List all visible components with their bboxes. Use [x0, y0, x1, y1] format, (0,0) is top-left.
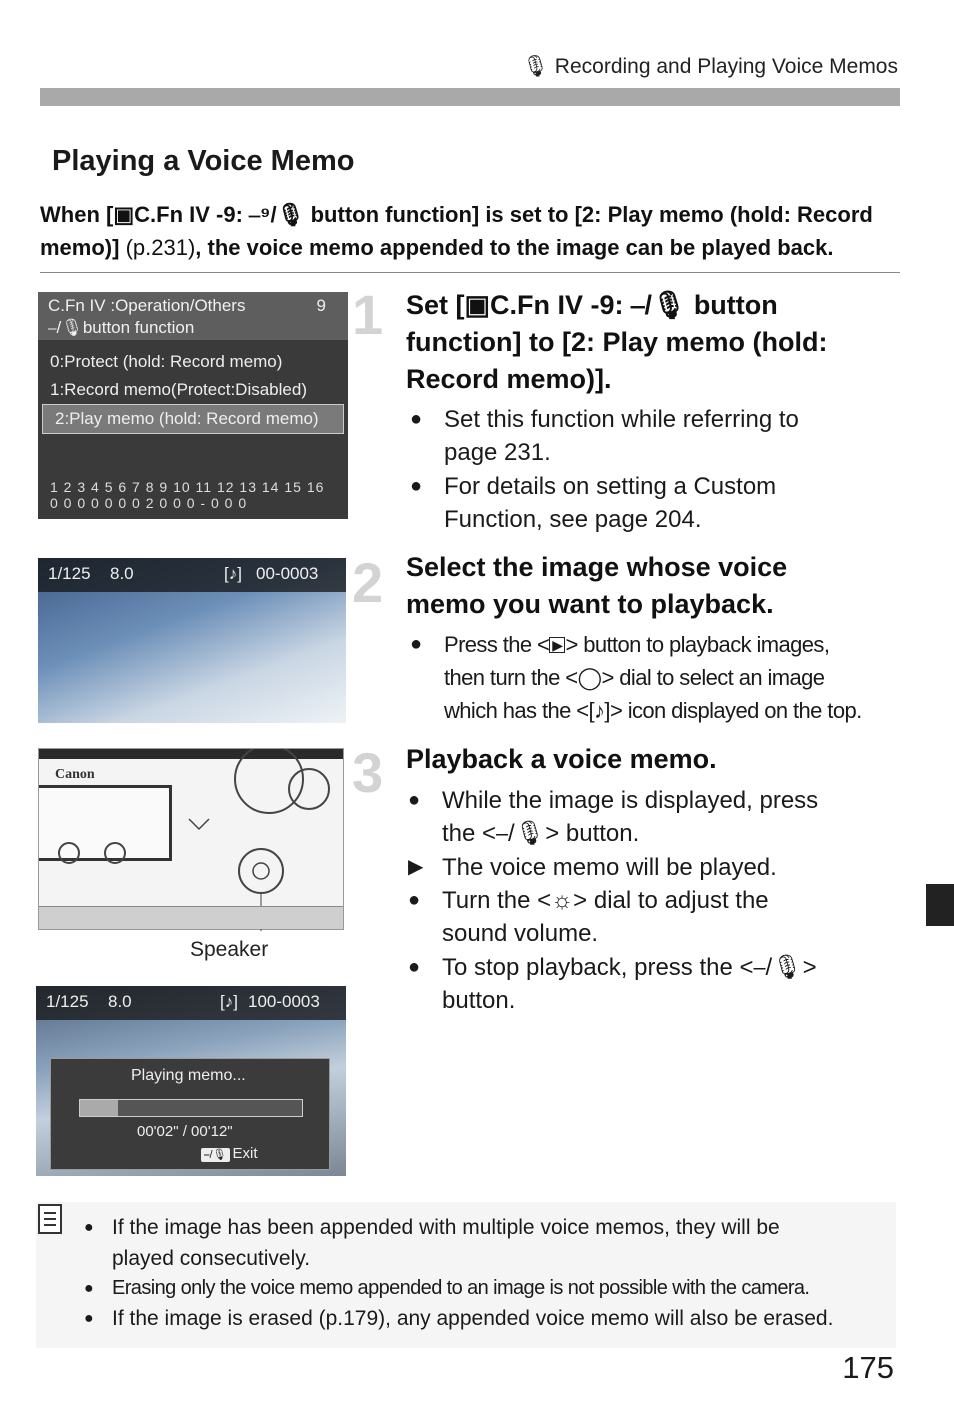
section-rule — [40, 272, 900, 273]
bullet-icon: ● — [408, 889, 421, 911]
voice-memo-icon: [♪] — [588, 698, 610, 723]
camera-brand: Canon — [55, 767, 95, 782]
step-title: Set [▣C.Fn IV -9: ⎯/🎙︎ button function] to [2: Play memo (hold: Record memo)]. — [406, 290, 828, 394]
menu-option[interactable]: 0:Protect (hold: Record memo) — [50, 352, 283, 371]
step-number: 3 — [352, 741, 384, 804]
menu-option[interactable]: 1:Record memo(Protect:Disabled) — [50, 380, 307, 399]
page-number: 175 — [842, 1350, 894, 1385]
step-number: 2 — [352, 551, 384, 614]
step-bullet: ● For details on setting a Custom Function, see page 204. — [444, 470, 776, 536]
header-bar — [40, 88, 900, 106]
bullet-icon: ● — [410, 408, 423, 430]
protect-mic-key-icon: ⎯⁹/🎙︎ — [249, 202, 305, 227]
menu-header: C.Fn IV :Operation/Others ⎯/🎙︎button function — [38, 292, 348, 340]
running-header — [522, 55, 898, 79]
aperture: 8.0 — [108, 992, 132, 1011]
voice-memo-icon: [♪] — [220, 992, 238, 1011]
bullet-icon: ● — [408, 956, 421, 978]
section-title: Playing a Voice Memo — [52, 145, 355, 177]
main-dial-icon: ☼ — [551, 887, 574, 914]
info-bar — [36, 986, 346, 1020]
camera-controls-drawing — [39, 749, 345, 931]
bullet-icon: ● — [410, 475, 423, 497]
voice-memo-icon: [♪] — [224, 564, 242, 583]
protect-mic-key-icon: ⎯/🎙︎ — [496, 820, 546, 847]
step-bullet: ● While the image is displayed, press the <⎯/🎙︎> button. — [442, 784, 818, 850]
image-playback-screen — [38, 558, 346, 723]
chapter-tab — [926, 884, 954, 926]
step-title: Select the image whose voice memo you want to playback. — [406, 552, 788, 619]
note-item: ● Erasing only the voice memo appended to an image is not possible with the camera. — [112, 1273, 809, 1304]
shooting-menu-icon: ▣ — [113, 202, 135, 227]
cfn-number-grid: 1 2 3 4 5 6 7 8 9 10 11 12 13 14 15 16 0 0 0 0 0 0 0 2 0 0 0 - 0 0 0 — [50, 479, 325, 511]
file-number: 100-0003 — [248, 992, 320, 1011]
protect-mic-key-icon: ⎯/🎙︎ — [48, 318, 83, 337]
step-bullet: ● To stop playback, press the <⎯/🎙︎> button. — [442, 951, 817, 1017]
menu-page-number: 9 — [316, 296, 326, 315]
playing-memo-screen — [36, 986, 346, 1176]
protect-mic-key-icon: ⎯/🎙︎ — [201, 1148, 230, 1162]
playback-progress-bar — [79, 1099, 303, 1117]
running-title: Recording and Playing Voice Memos — [554, 55, 898, 78]
step-bullet: ● Press the < ▶ > button to playback images, then turn the <◯> dial to select an image which has the <[♪]> icon displayed on the top. — [444, 628, 862, 727]
playback-time: 00'02" / 00'12" — [137, 1123, 233, 1140]
microphone-icon: 🎙︎ — [522, 55, 549, 78]
intro-paragraph: When [▣C.Fn IV -9: ⎯⁹/🎙︎ button function] is set to [2: Play memo (hold: Record memo)] (p.231), the voice memo appended to the image can be played back. — [40, 202, 873, 260]
memo-note-icon — [38, 1204, 62, 1234]
step-bullet: ● Set this function while referring to page 231. — [444, 403, 799, 469]
step-number: 1 — [352, 283, 384, 346]
shutter-speed: 1/125 — [46, 992, 89, 1011]
note-item: ● If the image has been appended with multiple voice memos, they will be played consecutively. — [112, 1212, 780, 1274]
playback-button-icon: ▶ — [549, 637, 565, 653]
step-title: Playback a voice memo. — [406, 744, 717, 774]
dialog-title: Playing memo... — [131, 1067, 246, 1084]
progress-fill — [80, 1100, 118, 1116]
bullet-icon: ● — [408, 789, 421, 811]
protect-mic-key-icon: ⎯/🎙︎ — [631, 290, 687, 320]
bullet-icon: ● — [410, 633, 422, 655]
bullet-icon: ● — [84, 1280, 94, 1297]
playing-memo-dialog — [50, 1058, 330, 1170]
custom-function-menu-screen — [38, 292, 348, 519]
exit-control[interactable]: ⎯/🎙︎ Exit — [201, 1145, 258, 1162]
note-item: ● If the image is erased (p.179), any appended voice memo will also be erased. — [112, 1303, 833, 1334]
menu-option-selected[interactable]: 2:Play memo (hold: Record memo) — [42, 404, 344, 434]
file-number: 00-0003 — [256, 564, 319, 583]
info-bar — [38, 558, 346, 592]
step-result: ▶ The voice memo will be played. — [442, 851, 777, 884]
step-bullet: ● Turn the <☼> dial to adjust the sound volume. — [442, 884, 769, 950]
shooting-menu-icon: ▣ — [464, 290, 491, 320]
quick-control-dial-icon: ◯ — [577, 665, 602, 690]
shutter-speed: 1/125 — [48, 564, 91, 583]
speaker-caption: Speaker — [190, 938, 269, 961]
arrow-right-icon: ▶ — [408, 856, 424, 878]
aperture: 8.0 — [110, 564, 134, 583]
protect-mic-key-icon: ⎯/🎙︎ — [753, 954, 803, 981]
bullet-icon: ● — [84, 1219, 94, 1236]
bullet-icon: ● — [84, 1310, 94, 1327]
camera-back-illustration — [38, 748, 344, 930]
